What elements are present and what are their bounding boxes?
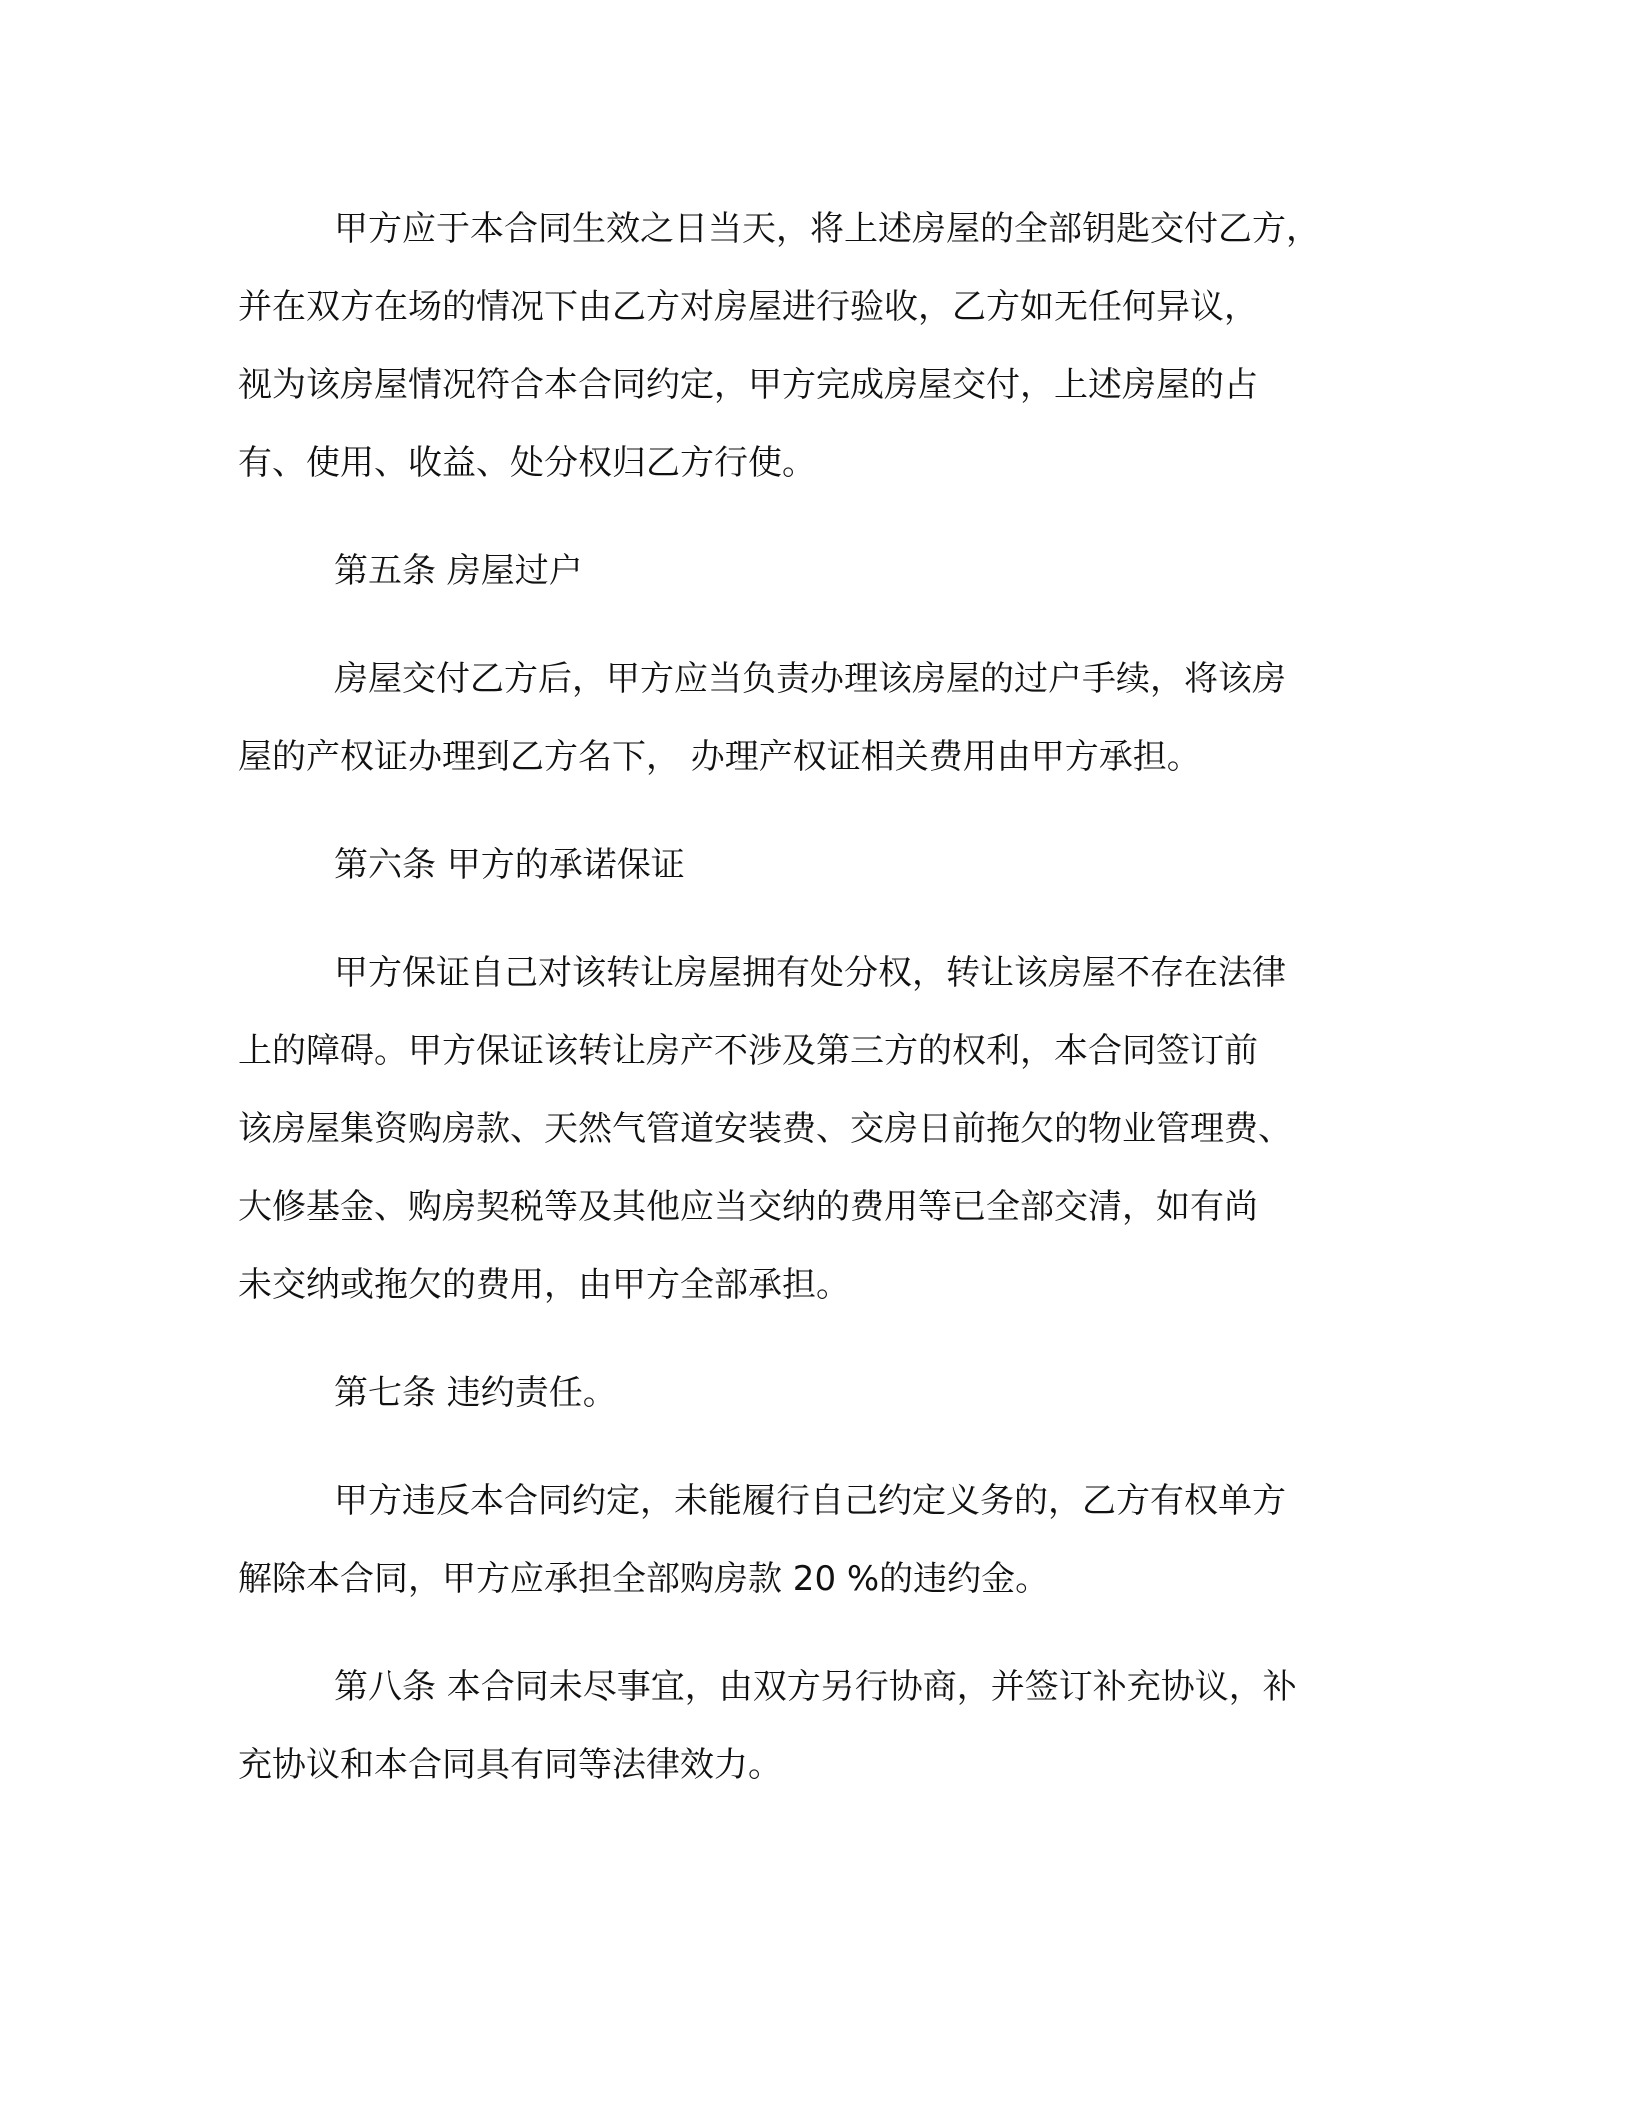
text-line: 屋的产权证办理到乙方名下， 办理产权证相关费用由甲方承担。 (238, 737, 1201, 777)
article-5-heading: 第五条 房屋过户 (334, 551, 583, 591)
text-line: 充协议和本合同具有同等法律效力。 (238, 1745, 782, 1785)
document-body (238, 190, 1398, 1804)
text-line: 甲方违反本合同约定，未能履行自己约定义务的，乙方有权单方 (334, 1481, 1286, 1521)
text-line: 甲方保证自己对该转让房屋拥有处分权，转让该房屋不存在法律 (334, 953, 1286, 993)
text-line: 甲方应于本合同生效之日当天，将上述房屋的全部钥匙交付乙方， (334, 209, 1320, 249)
text-line: 房屋交付乙方后，甲方应当负责办理该房屋的过户手续，将该房 (334, 659, 1286, 699)
paragraph-article-8 (238, 1648, 1398, 1804)
paragraph-title-transfer (238, 640, 1398, 796)
text-line: 第八条 本合同未尽事宜，由双方另行协商，并签订补充协议，补 (334, 1667, 1297, 1707)
text-line: 大修基金、购房契税等及其他应当交纳的费用等已全部交清，如有尚 (238, 1187, 1258, 1227)
paragraph-breach-liability (238, 1462, 1398, 1618)
text-line: 并在双方在场的情况下由乙方对房屋进行验收，乙方如无任何异议， (238, 287, 1258, 327)
article-7-heading: 第七条 违约责任。 (334, 1373, 617, 1413)
text-line: 上的障碍。甲方保证该转让房产不涉及第三方的权利，本合同签订前 (238, 1031, 1258, 1071)
text-line: 解除本合同，甲方应承担全部购房款 20 %的违约金。 (238, 1559, 1050, 1599)
text-line: 有、使用、收益、处分权归乙方行使。 (238, 443, 816, 483)
paragraph-key-delivery (238, 190, 1398, 502)
text-line: 视为该房屋情况符合本合同约定，甲方完成房屋交付，上述房屋的占 (238, 365, 1258, 405)
text-line: 未交纳或拖欠的费用，由甲方全部承担。 (238, 1265, 850, 1305)
paragraph-seller-guarantee (238, 934, 1398, 1324)
text-line: 该房屋集资购房款、天然气管道安装费、交房日前拖欠的物业管理费、 (238, 1109, 1292, 1149)
article-6-heading: 第六条 甲方的承诺保证 (334, 845, 685, 885)
